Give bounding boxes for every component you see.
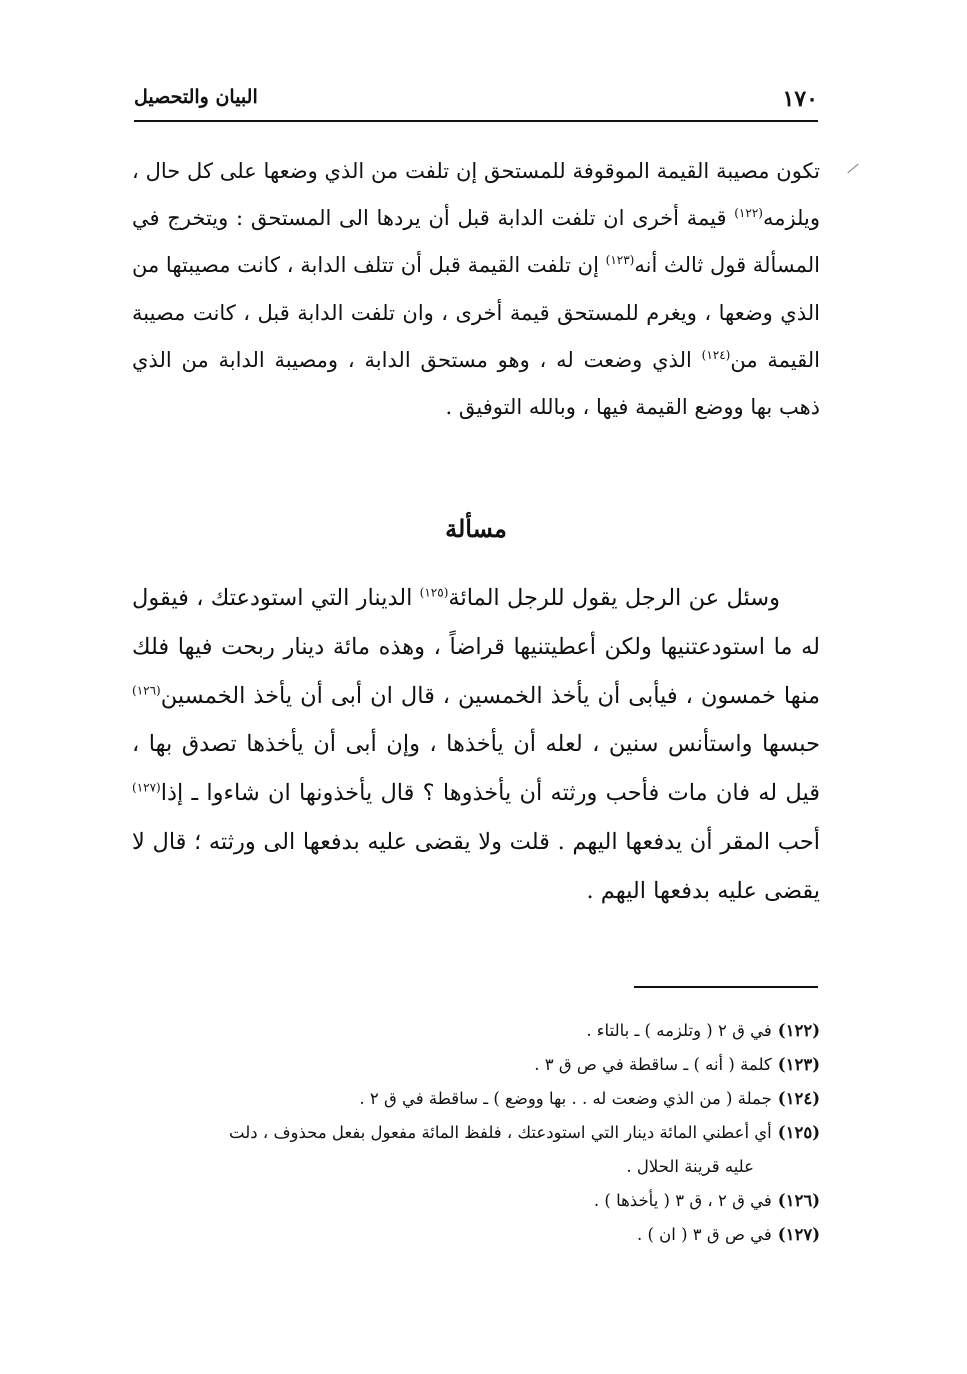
footnote-number: (١٢٤) xyxy=(777,1089,820,1108)
paragraph-2-text-c: حبسها واستأنس سنين ، لعله أن يأخذها ، وإن أبى أن يأخذها تصدق بها ، قيل له فان مات فأحب ورثته أن يأخذوها ؟ قال يأخذونها ان شاءوا ـ إذا xyxy=(132,731,820,807)
footnote-123 xyxy=(128,1048,820,1082)
margin-mark xyxy=(847,164,858,174)
footnote-127 xyxy=(128,1218,820,1252)
header-rule xyxy=(134,120,818,122)
footnote-number: (١٢٥) xyxy=(777,1123,820,1142)
footnote-124 xyxy=(128,1082,820,1116)
paragraph-2-text-b: الدينار التي استودعتك ، فيقول له ما استودعتنيها ولكن أعطيتنيها قراضاً ، وهذه مائة دينار ربحت فيها فلك منها خمسون ، فيأبى أن يأخذ الخمسين ، قال ان أبى أن يأخذ الخمسين xyxy=(132,585,820,709)
section-title: مسألة xyxy=(445,514,507,543)
paragraph-1-text-a: تكون مصيبة القيمة الموقوفة للمستحق إن تلفت من الذي وضعها على كل حال ، ويلزمه xyxy=(132,159,820,231)
footnote-126 xyxy=(128,1184,820,1218)
footnote-number: (١٢٢) xyxy=(777,1021,820,1040)
paragraph-1-text-b: قيمة أخرى ان تلفت الدابة قبل أن يردها الى المستحق : ويتخرج في المسألة قول ثالث أنه xyxy=(132,206,820,278)
footnote-125 xyxy=(128,1116,820,1184)
running-title: البيان والتحصيل xyxy=(134,86,258,108)
footnote-text: أي أعطني المائة دينار التي استودعتك ، فلفظ المائة مفعول بفعل محذوف ، دلت xyxy=(229,1123,772,1142)
footnote-ref-126: (١٢٦) xyxy=(132,683,161,698)
footnote-continuation: عليه قرينة الحلال . xyxy=(626,1157,754,1176)
paragraph-1-text-c: إن تلفت القيمة قبل أن تتلف الدابة ، كانت مصيبتها من الذي وضعها ، ويغرم للمستحق قيمة أخرى ، وان تلفت الدابة قبل ، كانت مصيبة القيمة من xyxy=(132,253,820,372)
footnote-ref-127: (١٢٧) xyxy=(132,780,161,795)
paragraph-1 xyxy=(132,148,820,431)
page-header xyxy=(134,84,818,118)
footnote-number: (١٢٦) xyxy=(777,1191,820,1210)
footnote-text: كلمة ( أنه ) ـ ساقطة في ص ق ٣ . xyxy=(534,1055,772,1074)
footnote-text: جملة ( من الذي وضعت له . . بها ووضع ) ـ ساقطة في ق ٢ . xyxy=(359,1089,772,1108)
paragraph-1-text-d: الذي وضعت له ، وهو مستحق الدابة ، ومصيبة الدابة من الذي ذهب بها ووضع القيمة فيها ، وبالله التوفيق . xyxy=(132,347,820,420)
footnote-text: في ص ق ٣ ( ان ) . xyxy=(636,1225,772,1244)
footnote-122 xyxy=(128,1014,820,1048)
page-number: ١٧٠ xyxy=(782,86,818,112)
paragraph-2-text-d: أحب المقر أن يدفعها اليهم . قلت ولا يقضى عليه بدفعها الى ورثته ؛ قال لا يقضى عليه بدفعها اليهم . xyxy=(132,828,820,904)
footnote-rule xyxy=(634,986,818,988)
paragraph-2 xyxy=(132,574,820,916)
footnote-ref-125: (١٢٥) xyxy=(419,585,449,600)
footnotes-list xyxy=(128,1014,820,1252)
footnote-ref-123: (١٢٣) xyxy=(605,253,635,268)
footnote-number: (١٢٣) xyxy=(777,1055,820,1074)
footnote-text: في ق ٢ ( وتلزمه ) ـ بالتاء . xyxy=(586,1021,772,1040)
footnote-text: في ق ٢ ، ق ٣ ( يأخذها ) . xyxy=(593,1191,772,1210)
paragraph-2-text-a: وسئل عن الرجل يقول للرجل المائة xyxy=(448,585,780,611)
footnote-ref-124: (١٢٤) xyxy=(701,347,731,362)
footnote-number: (١٢٧) xyxy=(777,1225,820,1244)
footnote-ref-122: (١٢٢) xyxy=(734,206,763,221)
